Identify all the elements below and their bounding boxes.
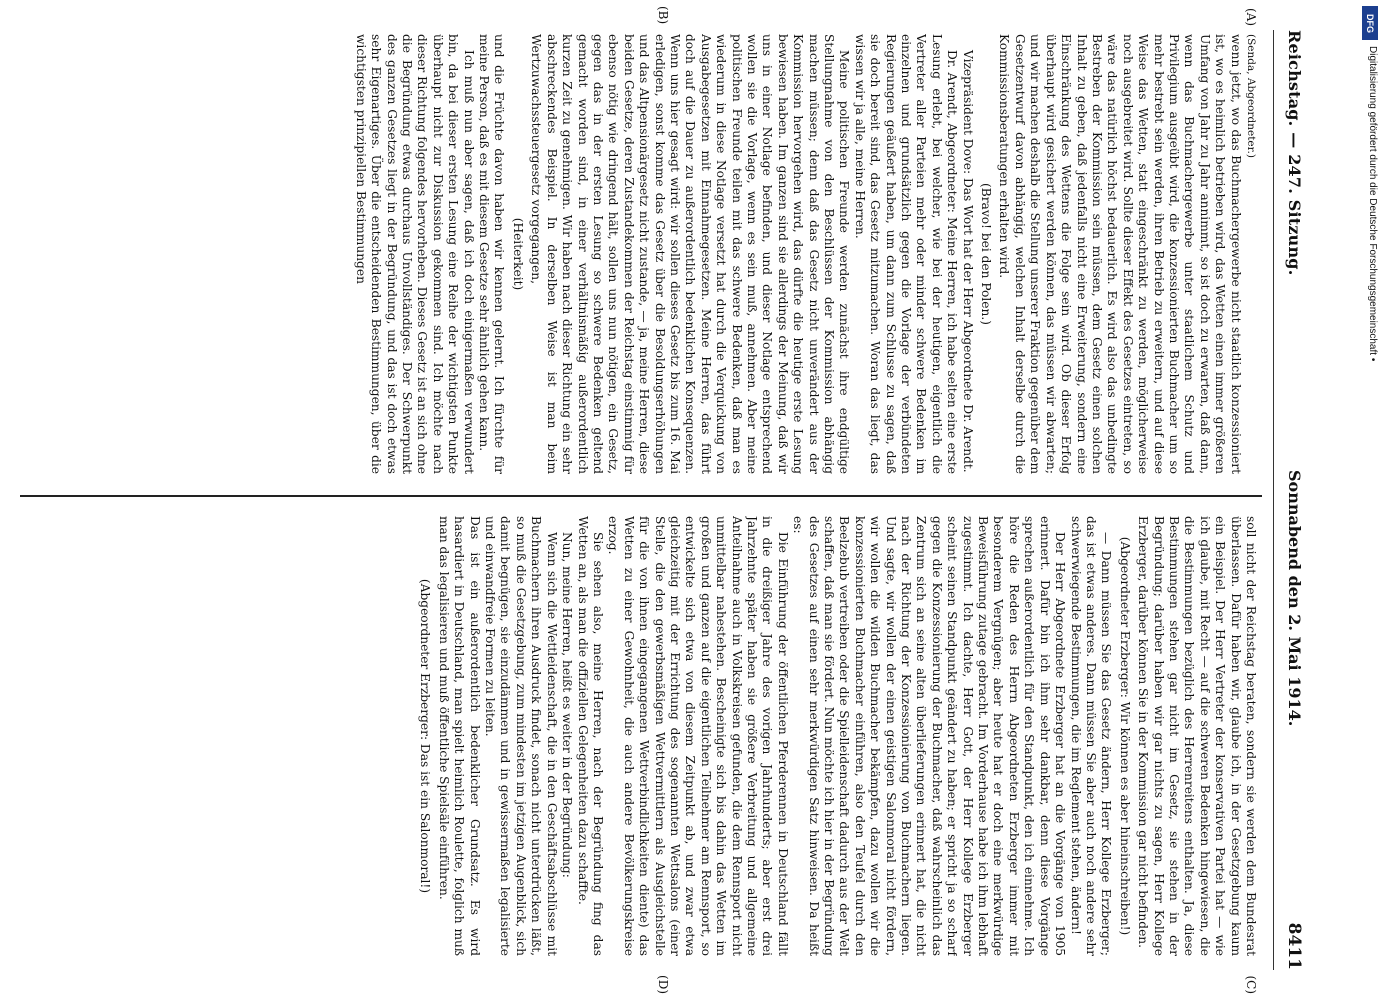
column-divider (20, 495, 1262, 497)
paragraph: wenn jetzt, wo das Buchmachergewerbe nicht staatlich konzessioniert ist, wo es heimlich betrieben wird, das Wetten einen immer größeren Umfang von Jahr zu Jahr annimmt, so ist doch zu erwarten, daß dann, wenn das Buchmachergewerbe unter staatlichem Schutz und Privilegium ausgeübt wird, die konzessionierten Buchmacher um so mehr bestrebt sein werden, ihren Betrieb zu erweitern, und auf diese Weise das Wetten, statt eingeschränkt zu werden, möglicherweise noch ausgebreitet wird. Sollte dieser Effekt des Gesetzes eintreten, so wäre das natürlich höchst bedauerlich. Es wird also das unbedingte Bestreben der Kommission sein müssen, dem Gesetz einen solchen Inhalt zu geben, daß jedenfalls nicht eine Erweiterung, sondern eine Einschränkung des Wettens die Folge sein wird. Ob dieser Erfolg überhaupt wird gesichert werden können, das müssen wir abwarten; und wir machen deshalb die Stellung unserer Fraktion gegenüber dem Gesetzentwurf davon abhängig, welchen Inhalt derselbe durch die Kommissionsberatungen erhalten wird. (997, 34, 1243, 474)
quoted-passage: Wenn sich die Wettleidenschaft, die in den Geschäftsabschlüsse mit Buchmachern ihren Ausdruck findet, sonach nicht unterdrücken läßt, so muß die Gesetzgebung, zum mindesten im jetzigen Augenblick, sich damit begnügen, sie einzudämmen und in gewissermaßen legalisierte und einwandfreie Formen zu leiten. (483, 516, 559, 956)
page-header (1278, 30, 1308, 970)
paragraph: — Dann müssen Sie das Gesetz ändern, Herr Kollege Erzberger; das ist etwas anderes. Dann müssen Sie aber auch noch andere sehr schwerwiegende Bestimmungen, die im Reglement stehen, ändern! (1068, 516, 1114, 956)
margin-marker-d: (D) (656, 975, 670, 994)
laughter-note: (Heiterkeit) (510, 217, 525, 291)
speaker-lead: (Senda, Abgeordneter.) (1245, 34, 1257, 158)
header-session: Reichstag. — 247. Sitzung. (1285, 30, 1304, 276)
header-date: Sonnabend den 2. Mai 1914. (1285, 470, 1304, 727)
paragraph: Dr. Arendt, Abgeordneter: Meine Herren, ich habe selten eine erste Lesung erlebt, bei welcher, wie bei der heutigen, eigentlich die Vertreter aller Parteien mehr oder minder schwere Bedenken im einzelnen und grundsätzlich gegen die Vorlage der verbündeten Regierungen geäußert haben, um dann zum Schlusse zu sagen, daß sie doch bereit sind, das Gesetz mitzumachen. Woran das liegt, das wissen wir ja alle, meine Herren. (852, 34, 960, 474)
margin-marker-a: (A) (1244, 8, 1258, 27)
quoted-passage: Die Einführung der öffentlichen Pferderennen in Deutschland fällt in die dreißiger Jahre des vorigen Jahrhunderts; aber erst drei Jahrzehnte später haben sie größere Verbreitung und allgemeine Anteilnahme auch in Volkskreisen gefunden, die dem Rennsport nicht unmittelbar nahestehen. Bescheinigte sich bis dahin das Wetten im großen und ganzen auf die eigentlichen Teilnehmer am Rennsport, so entwickelte sich etwa von diesem Zeitpunkt ab, und zwar etwa gleichzeitig mit der Errichtung des sogenannten Wettsalons (einer Stelle, die den gewerbsmäßigen Wettvermittlern als Ausgleichstelle für die von ihnen eingegangenen Wettverbindlichkeiten diente) das Wetten zu einer Gewohnheit, die auch andere Bevölkerungskreise erzog. (606, 516, 790, 956)
credit-text: Digitalisierung gefördert durch die Deutsche Forschungsgemeinschaft • (1367, 46, 1378, 362)
header-rule (1273, 30, 1274, 970)
margin-marker-b: (B) (656, 6, 670, 25)
paragraph: Ich muß nun aber sagen, daß ich doch einigermaßen verwundert bin, da bei dieser ersten Lesung eine Reihe der wichtigsten Punkte überhaupt nicht zur Diskussion gekommen sind. Ich möchte nach dieser Richtung folgendes hervorheben. Dieses Gesetz ist an sich ohne die Begründung etwas durchaus Unvollständiges. Der Schwerpunkt des ganzen Gesetzes liegt in der Begründung, und das ist doch etwas sehr Eigenartiges. Über die entscheidenden Bestimmungen, über die wichtigsten prinzipiellen Bestimmungen (353, 34, 476, 474)
right-column (8, 516, 1258, 956)
paragraph: Vizepräsident Dove: Das Wort hat der Herr Abgeordnete Dr. Arendt. (960, 50, 975, 473)
digitization-credit (1362, 6, 1378, 996)
paragraph: Meine politischen Freunde werden zunächst ihre endgültige Stellungnahme von den Beschlüssen der Kommission abhängig machen müssen; denn daß das Gesetz nicht unverändert aus der Kommission hervorgehen wird, das dürfte die heutige erste Lesung bewiesen haben. Im ganzen sind sie allerdings der Meinung, daß wir uns in einer Notlage befinden, und dieser Notlage entsprechend wollen sie die Vorlage, wenn es sein muß, annehmen. Aber meine politischen Freunde teilen mit das schwere Bedenken, daß man es wiederum in diese Notlage versetzt hat durch die Verquickung von Ausgabegesetzen mit Einnahmegesetzen. Meine Herren, das führt doch auf die Dauer zu außerordentlich bedenklichen Konsequenzen. Wenn uns hier gesagt wird: wir sollen dieses Gesetz bis zum 16. Mai erledigen, sonst komme das Gesetz über die Besoldungserhöhungen und das Altpensionärgesetz nicht zustande, — ja, meine Herren, diese beiden Gesetze, deren Zustandekommen der Reichstag einstimmig für ebenso nötig wie dringend hält, sollen uns nun nötigen, ein Gesetz, gegen das in der ersten Lesung so schwere Bedenken geltend gemacht worden sind, in einer verhältnismäßig außerordentlich kurzen Zeit zu genehmigen. Wir haben nach dieser Richtung ein sehr abschreckendes Beispiel. In derselben Weise ist man beim Wertzuwachssteuergesetz vorgegangen, (529, 34, 852, 474)
paragraph: Das ist ein außerordentlich bedenklicher Grundsatz. Es wird hasardiert in Deutschland, man spielt heimlich Roulette, folglich muß man das legalisieren und muß öffentliche Spielsäle einführen. (436, 516, 482, 956)
margin-marker-c: (C) (1244, 975, 1258, 994)
left-column (8, 34, 1258, 474)
paragraph: und die Früchte davon haben wir kennen gelernt. Ich fürchte für meine Person, daß es mit diesem Gesetze sehr ähnlich gehen kann. (477, 34, 507, 474)
dfg-logo: DFG (1362, 6, 1378, 40)
page-number: 8411 (1284, 922, 1304, 970)
paragraph: soll nicht der Reichstag beraten, sondern sie werden dem Bundesrat überlassen. Dafür haben wir, glaube ich, in der Gesetzgebung kaum ein Beispiel. Der Herr Vertreter der konservativen Partei hat — wie ich glaube, mit Recht — auf die schweren Bedenken hingewiesen, die die Bestimmungen bezüglich des Herrenreitens enthalten. Ja, diese Bestimmungen stehen gar nicht im Gesetz, sie stehen in der Begründung; darüber haben wir gar nichts zu sagen, Herr Kollege Erzberger, darüber können Sie in der Kommission gar nicht befinden. (1136, 516, 1258, 956)
paragraph: Sie sehen also, meine Herren, nach der Begründung fing das Wetten an, als man die offiziellen Gelegenheiten dazu schaffte. (575, 516, 605, 956)
paragraph: Nun, meine Herren, heißt es weiter in der Begründung: (560, 532, 575, 878)
paragraph: Der Herr Abgeordnete Erzberger hat an die Vorgänge von 1905 erinnert. Dafür bin ich ihm sehr dankbar, denn diese Vorgänge sprechen außerordentlich für den Standpunkt, den ich einnehme. Ich höre die Reden des Herrn Abgeordneten Erzberger immer mit besonderem Vergnügen; aber heute hat er doch eine merkwürdige Beweisführung zutage gebracht. Im Vorderhause habe ich ihm lebhaft zugestimmt. Ich dachte, Herr Gott, der Herr Kollege Erzberger scheint seinen Standpunkt geändert zu haben; er spricht ja so scharf gegen die Konzessionierung der Buchmacher, daß wahrscheinlich das Zentrum sich an seine alten überlieferungen erinnert hat, die nicht nach der Richtung der Konzessionierung von Buchmachern liegen. Und sagte, wir wollen der einen geistigen Salonmoral nicht fördern, wir wollen die wilden Buchmacher bekämpfen, dazu wollen wir die konzessionierten Buchmacher einführen, also den Teufel durch den Beelzebub vertreiben oder die Spielleidenschaft dadurch aus der Welt schaffen, daß man sie fördert. Nun möchte ich hier in der Begründung des Gesetzes auf einen sehr merkwürdigen Satz hinweisen. Da heißt es: (791, 516, 1068, 956)
applause-note: (Bravo! bei den Polen.) (979, 183, 994, 325)
interjection: (Abgeordneter Erzberger: Das ist ein Salonmoral!) (418, 578, 433, 894)
interjection: (Abgeordneter Erzberger: Wir können es aber hineinschreiben!) (1117, 536, 1132, 936)
